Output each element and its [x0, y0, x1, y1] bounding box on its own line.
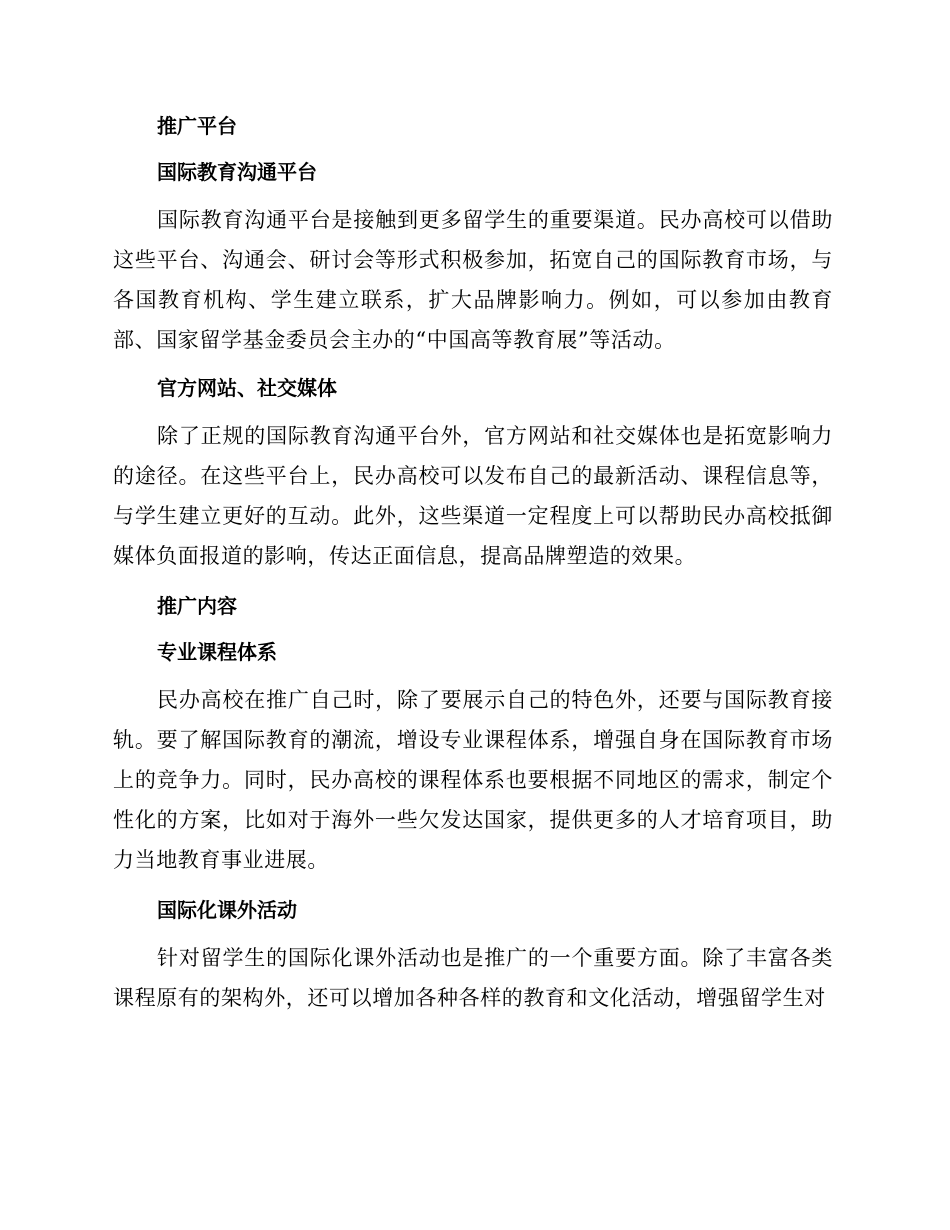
subheading-intl-extracurricular: 国际化课外活动	[157, 898, 297, 922]
paragraph-intl-extracurricular: 针对留学生的国际化课外活动也是推广的一个重要方面。除了丰富各类课程原有的架构外，还可以增加各种各样的教育和文化活动，增强留学生对	[113, 946, 833, 1010]
subheading-intl-edu-platform: 国际教育沟通平台	[157, 160, 317, 184]
section-heading-promotion-content: 推广内容	[157, 594, 237, 618]
document-body	[113, 108, 833, 1018]
paragraph-official-website-social-media: 除了正规的国际教育沟通平台外，官方网站和社交媒体也是拓宽影响力的途径。在这些平台上，民办高校可以发布自己的最新活动、课程信息等，与学生建立更好的互动。此外，这些渠道一定程度上可以帮助民办高校抵御媒体负面报道的影响，传达正面信息，提高品牌塑造的效果。	[113, 424, 833, 568]
subheading-official-website-social-media: 官方网站、社交媒体	[157, 376, 337, 400]
subheading-professional-curriculum: 专业课程体系	[157, 640, 277, 664]
paragraph-intl-edu-platform: 国际教育沟通平台是接触到更多留学生的重要渠道。民办高校可以借助这些平台、沟通会、研讨会等形式积极参加，拓宽自己的国际教育市场，与各国教育机构、学生建立联系，扩大品牌影响力。例如，可以参加由教育部、国家留学基金委员会主办的“中国高等教育展”等活动。	[113, 208, 833, 352]
paragraph-professional-curriculum: 民办高校在推广自己时，除了要展示自己的特色外，还要与国际教育接轨。要了解国际教育的潮流，增设专业课程体系，增强自身在国际教育市场上的竞争力。同时，民办高校的课程体系也要根据不同地区的需求，制定个性化的方案，比如对于海外一些欠发达国家，提供更多的人才培育项目，助力当地教育事业进展。	[113, 688, 833, 872]
section-heading-promotion-platform: 推广平台	[157, 114, 237, 138]
